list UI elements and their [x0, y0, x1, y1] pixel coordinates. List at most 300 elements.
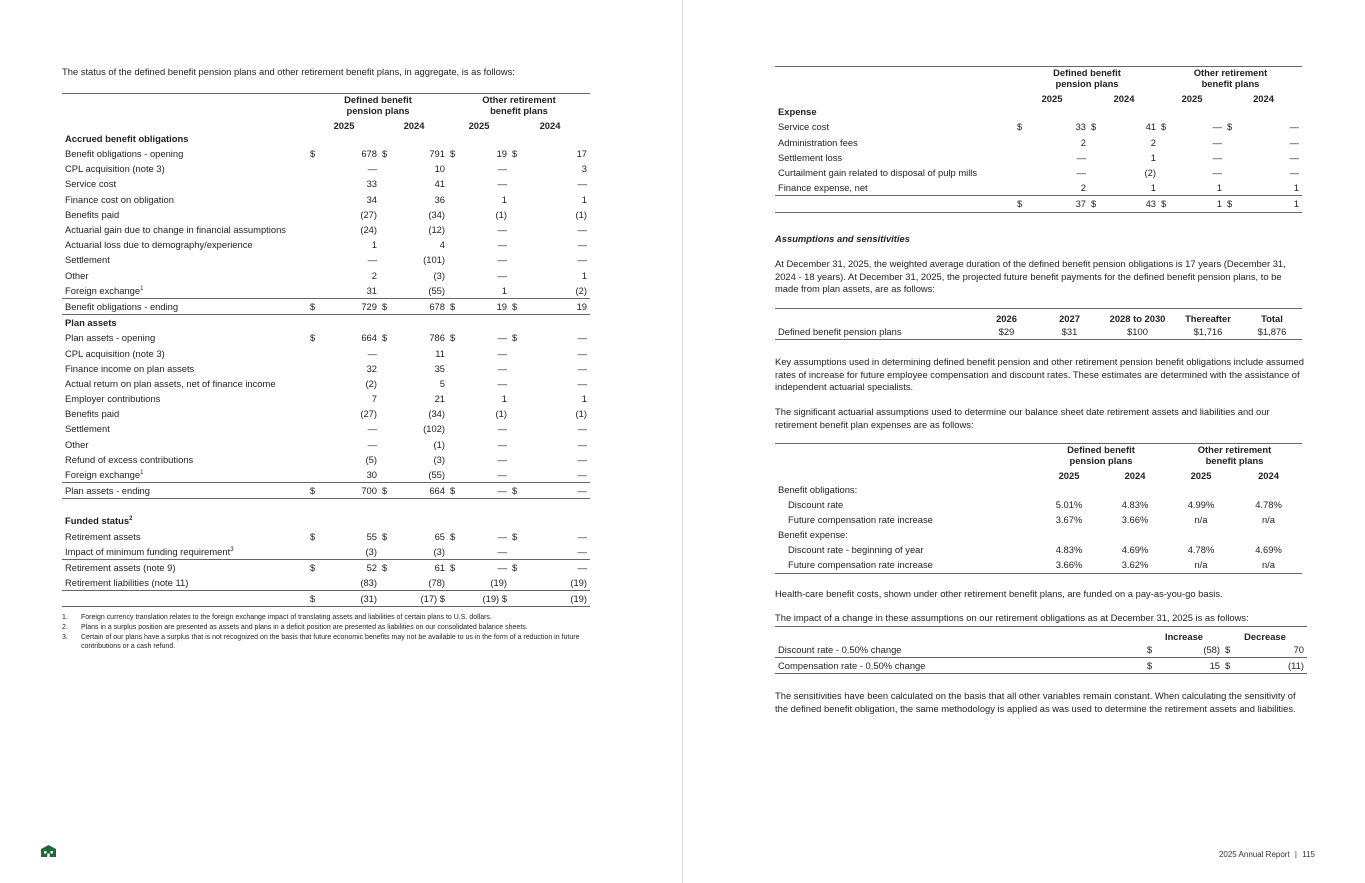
company-logo-icon: [40, 844, 57, 858]
value-cell: 30: [366, 469, 377, 480]
currency-symbol: [308, 467, 328, 483]
value-cell: [1103, 527, 1167, 542]
value-cell: —: [577, 438, 587, 450]
value-cell: 1: [1216, 182, 1222, 194]
value-cell: —: [577, 469, 587, 480]
currency-symbol: [1225, 180, 1239, 196]
value-cell: —: [497, 362, 507, 374]
footnotes: [62, 613, 590, 651]
table-row: [775, 527, 1302, 542]
value-cell: —: [367, 438, 377, 450]
value-cell: (27): [360, 408, 377, 420]
table-row: [775, 642, 1307, 658]
right-page: [775, 66, 1307, 715]
currency-symbol: [308, 192, 328, 207]
footnote: 3. Certain of our plans have a surplus that is not recognized on the basis that future economic benefits may not be available to us in the form of a reduction in future contributions or a cash refund.: [62, 633, 580, 651]
value-cell: (34): [428, 408, 445, 420]
currency-symbol: [380, 376, 398, 391]
currency-symbol: [510, 391, 530, 406]
value-cell: (3): [433, 269, 445, 281]
currency-symbol: $: [512, 332, 518, 344]
value-cell: 52: [328, 559, 380, 575]
value-cell: —: [497, 224, 507, 235]
value-cell: —: [367, 423, 377, 435]
row-label: Plan assets - opening: [65, 332, 156, 344]
value-cell: 3.66%: [1035, 557, 1103, 573]
value-cell: (19): [490, 577, 507, 589]
value-cell: 33: [366, 178, 377, 190]
currency-symbol: [510, 467, 530, 483]
currency-symbol: [510, 283, 530, 299]
currency-symbol: $: [1145, 642, 1159, 658]
currency-symbol: [1015, 165, 1029, 180]
currency-symbol: [510, 544, 530, 560]
value-cell: —: [497, 332, 507, 344]
value-cell: 1: [581, 193, 587, 205]
value-cell: —: [497, 239, 507, 251]
value-cell: 5.01%: [1055, 498, 1083, 510]
table-row: [62, 161, 590, 176]
value-cell: —: [367, 254, 377, 266]
table-row: [62, 406, 590, 421]
value-cell: 1: [371, 239, 377, 251]
value-cell: 4.83%: [1121, 498, 1149, 510]
value-cell: —: [1289, 136, 1299, 148]
currency-symbol: [308, 391, 328, 406]
group-header-pension: Defined benefit pension plans: [1015, 67, 1159, 90]
row-label: Settlement loss: [778, 151, 843, 163]
value-cell: 1: [581, 269, 587, 281]
value-cell: 1: [501, 393, 507, 405]
impact-paragraph: The impact of a change in these assumptions on our retirement obligations as at December 31, 2025 is as follows:: [775, 612, 1249, 624]
value-cell: —: [497, 377, 507, 389]
table-row: [62, 421, 590, 436]
table-row: [775, 557, 1302, 573]
value-cell: 678: [361, 148, 377, 160]
value-cell: (78): [428, 577, 445, 589]
value-cell: —: [530, 559, 590, 575]
currency-symbol: $: [510, 559, 530, 575]
value-cell: 4.69%: [1255, 544, 1282, 556]
value-cell: (3): [365, 545, 377, 557]
currency-symbol: [448, 361, 468, 376]
table-row: [62, 361, 590, 376]
value-cell: —: [497, 545, 507, 557]
row-label: Foreign exchange$^1$: [65, 469, 144, 480]
value-cell: 1: [1173, 196, 1225, 212]
currency-symbol: [510, 361, 530, 376]
currency-symbol: $: [382, 332, 388, 344]
table-row: [62, 575, 590, 591]
value-cell: 4.69%: [1121, 544, 1149, 556]
row-label: Finance cost on obligation: [65, 193, 174, 205]
table-row: [62, 298, 590, 314]
value-cell: —: [1212, 136, 1222, 148]
intro-text: The status of the defined benefit pension plans and other retirement benefit plans, in aggregate, is as follows:: [62, 66, 515, 77]
row-label: Plan assets - ending: [62, 483, 308, 499]
value-cell: —: [367, 163, 377, 175]
group-header-other: Other retirement benefit plans: [1159, 67, 1302, 90]
table-row: [62, 452, 590, 467]
currency-symbol: [1089, 150, 1103, 165]
row-label: Administration fees: [778, 136, 858, 148]
row-label: Benefit obligations:: [778, 483, 858, 495]
value-cell: 55: [366, 530, 377, 542]
year-header: 2024: [1253, 93, 1274, 105]
table-row: [62, 391, 590, 406]
currency-symbol: [1015, 135, 1029, 150]
table-row: [62, 544, 590, 560]
value-cell: (11): [1237, 658, 1307, 674]
decrease-header: Decrease: [1223, 626, 1307, 642]
row-label: Actuarial loss due to demography/experience: [65, 239, 253, 251]
currency-symbol: $: [382, 530, 388, 542]
currency-symbol: [448, 161, 468, 176]
currency-symbol: $: [448, 298, 468, 314]
value-cell: 19: [496, 148, 507, 160]
currency-symbol: $: [1161, 121, 1167, 133]
currency-symbol: [308, 161, 328, 176]
section-heading: Funded status$^2$: [65, 515, 133, 527]
value-cell: —: [497, 423, 507, 435]
row-label: Benefits paid: [65, 408, 120, 420]
expense-table: [775, 66, 1302, 213]
table-row: [775, 135, 1302, 150]
year-header: 2025: [1190, 470, 1212, 482]
currency-symbol: [510, 406, 530, 421]
row-label: Benefit obligations - opening: [65, 148, 184, 160]
value-cell: (19) $: [468, 591, 510, 607]
value-cell: 3.67%: [1055, 513, 1083, 525]
currency-symbol: $: [308, 559, 328, 575]
value-cell: 41: [1145, 121, 1156, 133]
table-row: [62, 192, 590, 207]
currency-symbol: $: [448, 559, 468, 575]
section-heading: Accrued benefit obligations: [65, 132, 189, 144]
row-label: Finance expense, net: [778, 182, 868, 194]
value-cell: 21: [434, 393, 445, 405]
value-cell: 11: [435, 347, 445, 359]
row-label: Discount rate - beginning of year: [788, 544, 924, 556]
value-cell: 36: [434, 193, 445, 205]
currency-symbol: [380, 467, 398, 483]
value-cell: —: [468, 483, 510, 499]
key-assumptions-paragraph: Key assumptions used in determining defined benefit pension and other retirement pension benefit obligations include assumed rates of increase for future employee compensation and discount rates. These estimates are determined with the assistance of independent actuarial specialists.: [775, 356, 1304, 393]
footnote-ref: 1: [140, 285, 144, 292]
payment-year-header: 2027: [1038, 308, 1101, 324]
value-cell: 43: [1103, 196, 1159, 212]
value-cell: —: [1076, 167, 1086, 179]
row-label: Settlement: [65, 254, 110, 266]
table-row: [775, 119, 1302, 134]
table-row: [62, 146, 590, 161]
value-cell: 2: [1150, 136, 1156, 148]
value-cell: [1035, 527, 1103, 542]
currency-symbol: [448, 252, 468, 267]
payment-year-header: Total: [1242, 308, 1302, 324]
currency-symbol: $: [308, 483, 328, 499]
value-cell: (1): [495, 208, 507, 220]
value-cell: 1: [501, 193, 507, 205]
value-cell: —: [497, 530, 507, 542]
value-cell: —: [577, 377, 587, 389]
currency-symbol: [308, 406, 328, 421]
row-label: Discount rate: [788, 498, 844, 510]
value-cell: (12): [428, 224, 445, 235]
value-cell: —: [367, 347, 377, 359]
value-cell: 19: [468, 298, 510, 314]
value-cell: —: [497, 438, 507, 450]
payment-value: $1,876: [1242, 324, 1302, 340]
value-cell: 70: [1237, 642, 1307, 658]
value-cell: n/a: [1194, 513, 1208, 525]
currency-symbol: [380, 575, 398, 591]
currency-symbol: $: [308, 298, 328, 314]
value-cell: n/a: [1261, 513, 1276, 525]
page-number: 115: [1302, 850, 1315, 859]
value-cell: —: [577, 254, 587, 266]
value-cell: —: [497, 178, 507, 190]
currency-symbol: [510, 207, 530, 222]
year-header: 2025: [468, 119, 490, 131]
healthcare-paragraph: Health-care benefit costs, shown under other retirement benefit plans, are funded on a pay-as-you-go basis.: [775, 587, 1223, 599]
currency-symbol: [380, 361, 398, 376]
currency-symbol: [448, 544, 468, 560]
currency-symbol: $: [308, 591, 328, 607]
value-cell: (1): [575, 208, 587, 220]
payment-value: $29: [975, 324, 1038, 340]
currency-symbol: $: [382, 148, 388, 160]
currency-symbol: [448, 222, 468, 237]
value-cell: —: [1289, 167, 1299, 179]
currency-symbol: [1015, 180, 1029, 196]
value-cell: (3): [433, 453, 445, 465]
table-row: [62, 237, 590, 252]
benefit-status-table: [62, 93, 590, 608]
duration-paragraph: At December 31, 2025, the weighted average duration of the defined benefit pension obligations is 17 years (December 31, 2024 - 18 years). At December 31, 2025, the projected future benefit payments for the defined benefit pension plans, to be made from plan assets, are as follows:: [775, 258, 1286, 295]
value-cell: 700: [328, 483, 380, 499]
value-cell: [1167, 527, 1235, 542]
currency-symbol: $: [1225, 196, 1239, 212]
currency-symbol: [448, 207, 468, 222]
footnote-ref: 3: [230, 546, 234, 553]
currency-symbol: $: [1227, 121, 1233, 133]
closing-paragraph: The sensitivities have been calculated on the basis that all other variables remain constant. When calculating the sensitivity of the defined benefit obligation, the same methodology is applied as was used to determine the retirement assets and liabilities.: [775, 690, 1296, 714]
value-cell: [1103, 481, 1167, 496]
group-header-pension: Defined benefit pension plans: [1035, 444, 1167, 467]
value-cell: —: [497, 163, 507, 175]
value-cell: 37: [1029, 196, 1089, 212]
currency-symbol: $: [448, 483, 468, 499]
currency-symbol: [1159, 150, 1173, 165]
currency-symbol: $: [1145, 658, 1159, 674]
value-cell: (101): [423, 254, 445, 266]
value-cell: 61: [398, 559, 448, 575]
table-row: [62, 207, 590, 222]
currency-symbol: [448, 437, 468, 452]
value-cell: 17: [576, 148, 587, 160]
payment-value: $31: [1038, 324, 1101, 340]
value-cell: —: [577, 362, 587, 374]
currency-symbol: [448, 345, 468, 360]
currency-symbol: [510, 591, 530, 607]
report-title: 2025 Annual Report: [1218, 850, 1290, 859]
footnote: 2. Plans in a surplus position are presented as assets and plans in a deficit position are presented as liabilities on our consolidated balance sheets.: [62, 624, 528, 631]
value-cell: 786: [429, 332, 445, 344]
currency-symbol: [1225, 165, 1239, 180]
table-row: [62, 252, 590, 267]
value-cell: —: [577, 332, 587, 344]
value-cell: 1: [1239, 196, 1302, 212]
currency-symbol: [380, 252, 398, 267]
currency-symbol: [380, 345, 398, 360]
value-cell: —: [468, 559, 510, 575]
value-cell: —: [497, 453, 507, 465]
currency-symbol: [1015, 150, 1029, 165]
currency-symbol: [448, 283, 468, 299]
row-label: Foreign exchange$^1$: [65, 284, 144, 296]
currency-symbol: [1089, 180, 1103, 196]
row-label: Employer contributions: [65, 393, 161, 405]
currency-symbol: $: [380, 559, 398, 575]
value-cell: (24): [360, 224, 377, 235]
value-cell: —: [1212, 151, 1222, 163]
value-cell: 5: [439, 377, 445, 389]
value-cell: 729: [328, 298, 380, 314]
year-header: 2024: [403, 119, 425, 131]
currency-symbol: $: [512, 148, 518, 160]
currency-symbol: $: [1089, 196, 1103, 212]
currency-symbol: $: [450, 332, 456, 344]
currency-symbol: $: [1017, 121, 1023, 133]
currency-symbol: [448, 406, 468, 421]
value-cell: n/a: [1167, 557, 1235, 573]
table-row: [62, 345, 590, 360]
value-cell: n/a: [1235, 557, 1302, 573]
value-cell: 2: [371, 269, 377, 281]
currency-symbol: [380, 544, 398, 560]
row-label: Discount rate - 0.50% change: [775, 642, 1145, 658]
table-row: [775, 658, 1307, 674]
footer-separator: |: [1294, 850, 1297, 859]
row-label: CPL acquisition (note 3): [65, 163, 165, 175]
currency-symbol: [380, 237, 398, 252]
value-cell: 4.83%: [1055, 544, 1083, 556]
currency-symbol: [510, 575, 530, 591]
table-row: [62, 376, 590, 391]
value-cell: —: [577, 530, 587, 542]
row-label: Future compensation rate increase: [775, 557, 1035, 573]
currency-symbol: [380, 283, 398, 299]
value-cell: —: [497, 269, 507, 281]
table-row: [775, 542, 1302, 557]
table-row: [775, 165, 1302, 180]
currency-symbol: [308, 207, 328, 222]
currency-symbol: [448, 267, 468, 282]
currency-symbol: [308, 575, 328, 591]
value-cell: 7: [371, 393, 377, 405]
currency-symbol: $: [450, 148, 456, 160]
table-row: [62, 267, 590, 282]
value-cell: 34: [366, 193, 377, 205]
row-label: Compensation rate - 0.50% change: [775, 658, 1145, 674]
currency-symbol: [308, 237, 328, 252]
currency-symbol: [448, 467, 468, 483]
value-cell: —: [497, 254, 507, 266]
row-label: Settlement: [65, 423, 110, 435]
row-label: Service cost: [778, 121, 830, 133]
currency-symbol: $: [1015, 196, 1029, 212]
value-cell: 65: [434, 530, 445, 542]
row-label: Retirement liabilities (note 11): [65, 577, 189, 589]
page-divider: [682, 0, 683, 883]
footnote-ref: 1: [140, 469, 144, 476]
year-header: 2025: [1058, 470, 1080, 482]
row-label: Curtailment gain related to disposal of pulp mills: [778, 167, 978, 179]
value-cell: (27): [360, 208, 377, 220]
table-row: [62, 528, 590, 543]
row-label: Benefit obligations - ending: [62, 298, 308, 314]
row-label: Future compensation rate increase: [788, 513, 933, 525]
currency-symbol: [308, 437, 328, 452]
currency-symbol: [448, 575, 468, 591]
value-cell: (17) $: [398, 591, 448, 607]
significant-assumptions-paragraph: The significant actuarial assumptions used to determine our balance sheet date retirement assets and liabilities and our retirement benefit plan expenses are as follows:: [775, 406, 1270, 430]
value-cell: 33: [1075, 121, 1086, 133]
row-label: Other: [65, 438, 89, 450]
table-row: [62, 222, 590, 237]
currency-symbol: $: [1159, 196, 1173, 212]
currency-symbol: [380, 207, 398, 222]
value-cell: 15: [1159, 658, 1223, 674]
table-row: [62, 176, 590, 191]
currency-symbol: $: [1091, 121, 1097, 133]
value-cell: (19): [530, 591, 590, 607]
row-label: Benefit expense:: [778, 529, 848, 541]
currency-symbol: $: [1223, 642, 1237, 658]
value-cell: 678: [398, 298, 448, 314]
table-row: [775, 497, 1302, 512]
currency-symbol: [510, 376, 530, 391]
table-row: [62, 437, 590, 452]
value-cell: (2): [365, 377, 377, 389]
currency-symbol: [308, 376, 328, 391]
currency-symbol: $: [1223, 658, 1237, 674]
value-cell: 31: [366, 284, 377, 296]
value-cell: 1: [501, 284, 507, 296]
currency-symbol: [1089, 135, 1103, 150]
currency-symbol: [380, 452, 398, 467]
row-label: Service cost: [65, 178, 117, 190]
value-cell: (5): [365, 453, 377, 465]
value-cell: 664: [361, 332, 377, 344]
year-header: 2025: [1181, 93, 1203, 105]
value-cell: 4: [439, 239, 445, 251]
currency-symbol: $: [450, 530, 456, 542]
currency-symbol: [308, 252, 328, 267]
group-header-other: Other retirement benefit plans: [448, 93, 590, 116]
payment-year-header: Thereafter: [1174, 308, 1242, 324]
currency-symbol: [380, 437, 398, 452]
assumptions-heading: Assumptions and sensitivities: [775, 232, 910, 244]
currency-symbol: [510, 222, 530, 237]
value-cell: 4.78%: [1187, 544, 1215, 556]
currency-symbol: [308, 452, 328, 467]
value-cell: (31): [328, 591, 380, 607]
section-heading: Plan assets: [65, 317, 117, 329]
currency-symbol: [510, 267, 530, 282]
currency-symbol: [380, 421, 398, 436]
